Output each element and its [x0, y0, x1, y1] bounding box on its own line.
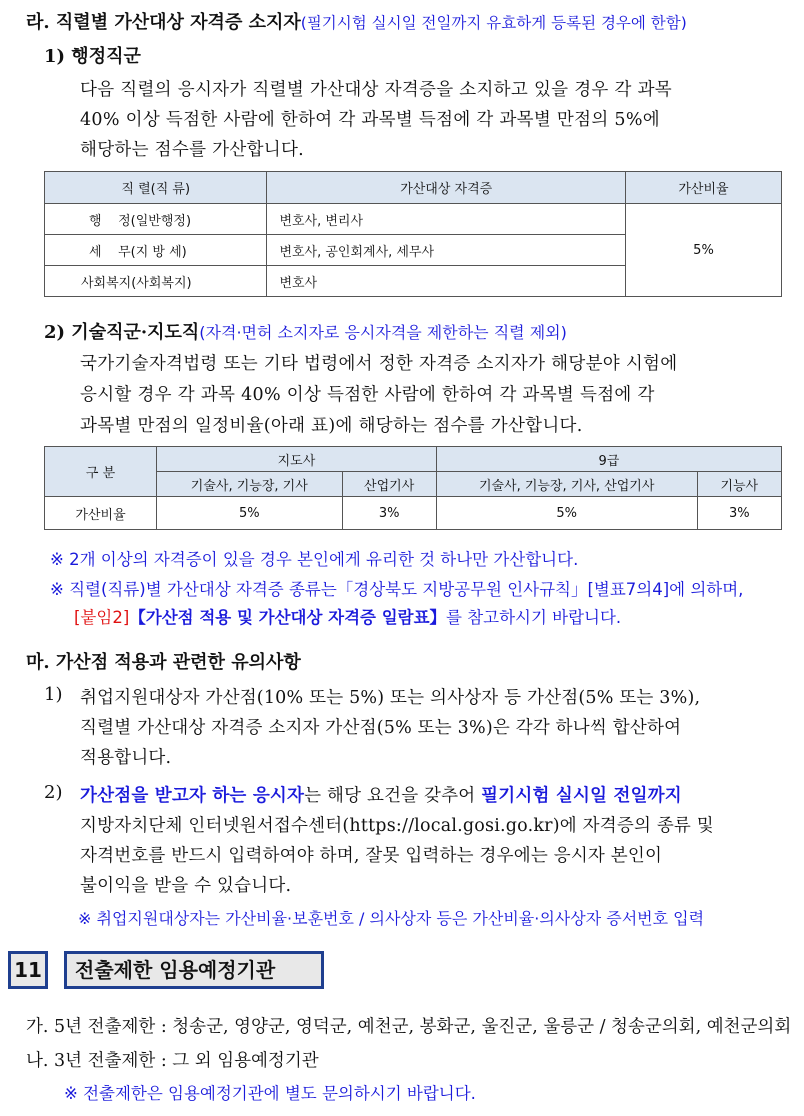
admin-cert-table [44, 171, 782, 297]
section-title-box: 전출제한 임용예정기관 [64, 951, 324, 989]
group-header-grade9: 9급 [436, 447, 781, 472]
value-cell: 3% [697, 497, 781, 530]
note-tail: 를 참고하시기 바랍니다. [446, 608, 622, 627]
ma-note: ※ 취업지원대상자는 가산비율·보훈번호 / 의사상자 등은 가산비율·의사상자 증서번호 입력 [78, 909, 705, 928]
sub2-line-3: 과목별 만점의 일정비율(아래 표)에 해당하는 점수를 가산합니다. [80, 416, 583, 436]
header-rate: 가산비율 [625, 172, 781, 204]
section-ma-heading: 마. 가산점 적용과 관련한 유의사항 [26, 652, 301, 673]
ma-item1-line-2: 직렬별 가산대상 자격증 소지자 가산점(5% 또는 3%)은 각각 하나씩 합산하여 [80, 718, 682, 738]
value-cell: 5% [157, 497, 342, 530]
ma-item1-number: 1) [44, 684, 63, 705]
table-header-row [45, 447, 782, 472]
ma-item2-number: 2) [44, 782, 63, 803]
section-ra-title: 라. 직렬별 가산대상 자격증 소지자 [26, 12, 301, 33]
ma-item2-line-1 [80, 782, 682, 807]
table-row [45, 204, 782, 235]
section-number-badge: 11 [8, 951, 48, 989]
job-cell: 사회복지(사회복지) [45, 266, 267, 297]
attachment-title: 【가산점 적용 및 가산대상 자격증 일람표】 [129, 608, 447, 627]
note-cert-types: ※ 직렬(직류)별 가산대상 자격증 종류는「경상북도 지방공무원 인사규칙」[별표7의4]에 의하며, [50, 580, 744, 599]
restriction-note: ※ 전출제한은 임용예정기관에 별도 문의하시기 바랍니다. [64, 1084, 476, 1103]
col-header: 기술사, 기능장, 기사, 산업기사 [436, 472, 697, 497]
sub1-heading: 1) 행정직군 [44, 46, 141, 67]
col-header: 기술사, 기능장, 기사 [157, 472, 342, 497]
ma-item1-line-3: 적용합니다. [80, 748, 172, 768]
table-header-row [45, 172, 782, 204]
sub2-note: (자격·면허 소지자로 응시자격을 제한하는 직렬 제외) [199, 323, 567, 342]
header-cert: 가산대상 자격증 [267, 172, 626, 204]
table-row [45, 497, 782, 530]
cert-cell: 변호사, 공인회계사, 세무사 [267, 235, 626, 266]
ma-item2-line-3: 자격번호를 반드시 입력하여야 하며, 잘못 입력하는 경우에는 응시자 본인이 [80, 846, 663, 866]
job-cell: 세 무(지 방 세) [45, 235, 267, 266]
applicant-phrase: 가산점을 받고자 하는 응시자 [80, 786, 305, 806]
section-ra-note: (필기시험 실시일 전일까지 유효하게 등록된 경우에 한함) [300, 14, 687, 32]
ma-item1-line-1: 취업지원대상자 가산점(10% 또는 5%) 또는 의사상자 등 가산점(5% 또는 3%), [80, 688, 701, 708]
col-header: 기능사 [697, 472, 781, 497]
group-header-guide: 지도사 [157, 447, 437, 472]
ma-item2-line-2: 지방자치단체 인터넷원서접수센터(https://local.gosi.go.kr)에 자격증의 종류 및 [80, 816, 714, 836]
note-cert-types-cont [74, 604, 621, 628]
corner-cell: 구 분 [45, 447, 157, 497]
value-cell: 3% [342, 497, 436, 530]
header-job: 직 렬(직 류) [45, 172, 267, 204]
attachment-ref: [붙임2] [74, 608, 130, 627]
value-cell: 5% [436, 497, 697, 530]
sub1-line-2: 40% 이상 득점한 사람에 한하여 각 과목별 득점에 각 과목별 만점의 5%에 [80, 110, 660, 130]
restriction-3yr: 나. 3년 전출제한 : 그 외 임용예정기관 [26, 1051, 319, 1071]
sub1-line-3: 해당하는 점수를 가산합니다. [80, 140, 305, 160]
cert-cell: 변호사, 변리사 [267, 204, 626, 235]
ma-item2-line-4: 불이익을 받을 수 있습니다. [80, 876, 292, 896]
section-ra-heading [26, 8, 687, 34]
sub2-title: 2) 기술직군·지도직 [44, 322, 200, 343]
rate-cell: 5% [625, 204, 781, 297]
sub1-line-1: 다음 직렬의 응시자가 직렬별 가산대상 자격증을 소지하고 있을 경우 각 과목 [80, 80, 672, 100]
sub2-line-1: 국가기술자격법령 또는 기타 법령에서 정한 자격증 소지자가 해당분야 시험에 [80, 354, 678, 374]
job-cell: 행 정(일반행정) [45, 204, 267, 235]
row-label: 가산비율 [45, 497, 157, 530]
cert-cell: 변호사 [267, 266, 626, 297]
restriction-5yr: 가. 5년 전출제한 : 청송군, 영양군, 영덕군, 예천군, 봉화군, 울진군, 울릉군 / 청송군의회, 예천군의회 [26, 1017, 792, 1037]
item2-mid: 는 해당 요건을 갖추어 [304, 786, 482, 806]
deadline-phrase: 필기시험 실시일 전일까지 [481, 786, 682, 806]
col-header: 산업기사 [342, 472, 436, 497]
sub2-line-2: 응시할 경우 각 과목 40% 이상 득점한 사람에 한하여 각 과목별 득점에 각 [80, 385, 655, 405]
note-multi-cert: ※ 2개 이상의 자격증이 있을 경우 본인에게 유리한 것 하나만 가산합니다. [50, 550, 579, 569]
tech-cert-table [44, 446, 782, 530]
sub2-heading [44, 318, 567, 344]
